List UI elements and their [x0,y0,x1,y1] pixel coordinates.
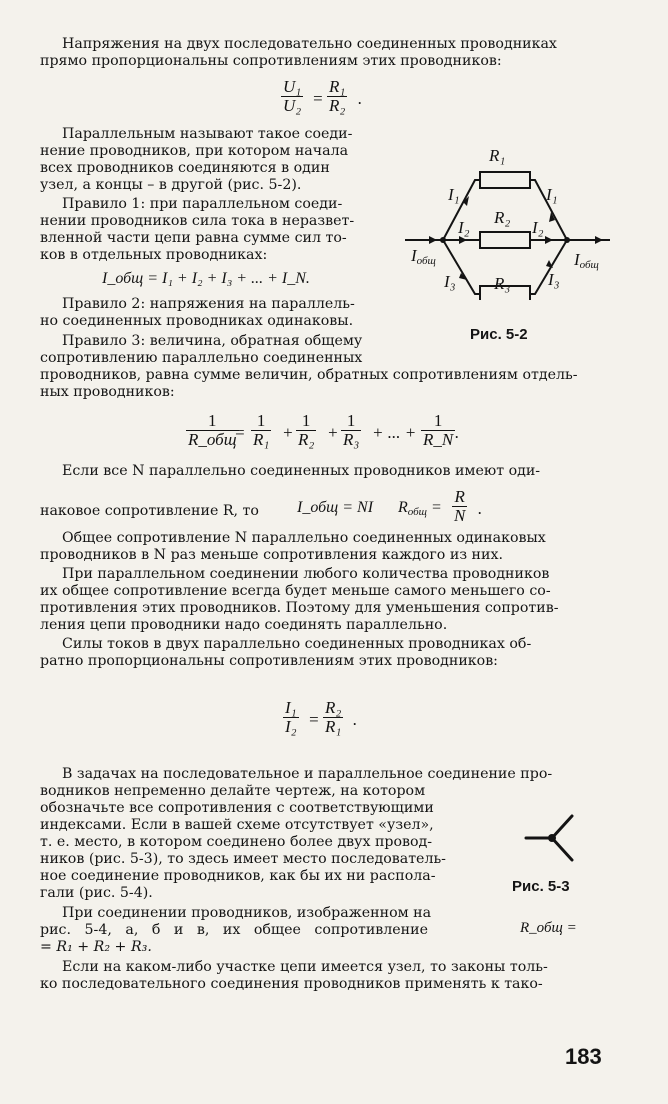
text-line: Параллельным называют такое соеди- [62,126,353,142]
text-line: ников (рис. 5-3), то здесь имеет место последователь- [40,851,446,867]
node-diagram [522,808,582,868]
formula-current-sum: I_общ = I₁ + I₂ + I₃ + ... + I_N. [102,270,310,287]
text-line: При соединении проводников, изображенном на [62,905,432,921]
figure-caption-5-2: Рис. 5-2 [470,326,528,343]
text-line: В задачах на последовательное и параллельное соединение про- [62,766,553,782]
text-line: прямо пропорциональны сопротивлениям этих проводников: [40,53,502,69]
text-line: нение проводников, при котором начала [40,143,349,159]
label-r1: R₁ [489,146,506,165]
text-line: узел, а концы – в другой (рис. 5-2). [40,177,302,193]
formula-r-over-n: $\frac{R}{N}$ [454,487,466,525]
formula-r-inverse-ratio: $\frac{\text{R₂}}{\text{R₁}}$ [325,698,342,736]
formula-u-ratio: $\frac{\text{U₁}}{\text{U₂}}$ [283,77,302,115]
text-line: но соединенных проводниках одинаковы. [40,313,354,329]
resistor-r2 [480,232,530,248]
text-line: водников непременно делайте чертеж, на котором [40,783,426,799]
text-line: всех проводников соединяются в один [40,160,330,176]
label-i3-left: I₃ [444,272,456,291]
label-i1-right: I₁ [546,185,558,204]
text-line: Правило 3: величина, обратная общему [62,333,363,349]
resistor-r1 [480,172,530,188]
text-line: Если на каком-либо участке цепи имеется узел, то законы толь- [62,959,548,975]
text-line: проводников, равна сумме величин, обратных сопротивлениям отдель- [40,367,578,383]
text-line: наковое сопротивление R, то [40,503,259,519]
text-line: Общее сопротивление N параллельно соединенных одинаковых [62,530,546,546]
text-line: Правило 1: при параллельном соеди- [62,196,343,212]
text-line: противления этих проводников. Поэтому для уменьшения сопротив- [40,600,559,616]
text-line: ных проводников: [40,384,175,400]
formula-r-ratio: $\frac{\text{R₁}}{\text{R₂}}$ [329,77,346,115]
formula-i-total: I_общ = NI [297,499,374,516]
page-number: 183 [565,1044,602,1069]
text-line: рис. 5-4, а, б и в, их общее сопротивление [40,922,428,938]
text-line: т. е. место, в котором соединено более двух провод- [40,834,433,850]
label-i3-right: I₃ [548,270,560,289]
textbook-page: Напряжения на двух последовательно соединенных проводниках прямо пропорциональны сопротивлениям этих проводников: $\frac{\text{U₁}}{\text{U₂}}$ = $\frac{\text{R₁}}{\text{R₂}}$ . Параллельным называют такое соеди- нение проводников, при котором начала всех проводников соединяются в один узел, а концы – в другой (рис. 5-2). Правило 1: при параллельном соеди- нении проводников сила тока в неразвет- вленной части цепи равна сумме сил то- ков в отдельных проводниках: I_общ = I₁ + I₂ + I₃ + ... + I_N. Правило 2: напряжения на параллель- но соединенных проводниках одинаковы. Правило 3: величина, обратная общему сопротивлению параллельно соединенных проводников, равна сумме величин, обратных сопротивлениям отдель- ных проводников: 1 R_общ = $\frac{1}{\text{R₁}}$ + $\frac{1}{\text{R₂}}$ + $\frac{1}{\text{R₃}}$ + ... + $\frac{1}{R\_N}$ . Если все N параллельно соединенных проводников имеют оди- наковое сопротивление R, то I_общ = NI Rобщ = $\frac{R}{N}$ . Общее сопротивление N параллельно соединенных одинаковых проводников в N раз меньше сопротивления каждого из них. При параллельном соединении любого количества проводников их общее сопротивление всегда будет меньше самого меньшего со- противления этих проводников. Поэтому для уменьшения сопротив- ления цепи проводники надо соединять параллельно. Силы токов в двух параллельно соединенных проводниках об- ратно пропорциональны сопротивлениям этих проводников: $\frac{\text{I₁}}{\text{I₂}}$ = $\frac{\text{R₂}}{\text{R₁}}$ . В задачах на последовательное и параллельное соединение про- водников непременно делайте чертеж, на котором обозначьте все сопротивления с соответствующими индексами. Если в вашей схеме отсутствует «узел», т. е. место, в котором соединено более двух провод- ников (рис. 5-3), то здесь имеет место последователь- ное соединение проводников, как бы их ни распола- гали (рис. 5-4). При соединении проводников, изображенном на рис. 5-4, а, б и в, их общее сопротивление R_общ = = R₁ + R₂ + R₃. Если на каком-либо участке цепи имеется узел, то законы толь- ко последовательного соединения проводников применять к тако- R₁ R₂ R₃ I₁ I₁ I₂ I₂ I₃ I₃ Iобщ Iобщ Рис. 5-2 Рис. 5-3 183 [0,0,668,1104]
text-line: Если все N параллельно соединенных проводников имеют оди- [62,463,541,479]
text-line: индексами. Если в вашей схеме отсутствует «узел», [40,817,434,833]
text-line: их общее сопротивление всегда будет меньше самого меньшего со- [40,583,551,599]
text-line: Напряжения на двух последовательно соединенных проводниках [62,36,557,52]
label-r2: R₂ [494,208,511,227]
text-line: ко последовательного соединения проводников применять к тако- [40,976,543,992]
text-line: обозначьте все сопротивления с соответствующими [40,800,434,816]
formula-i-ratio: $\frac{\text{I₁}}{\text{I₂}}$ [285,698,297,736]
text-line: = R₁ + R₂ + R₃. [40,939,152,955]
formula-inverse-total: 1 R_общ [188,411,237,449]
label-i1-left: I₁ [448,185,460,204]
text-line: нении проводников сила тока в неразвет- [40,213,355,229]
text-line: При параллельном соединении любого количества проводников [62,566,550,582]
label-i2-left: I₂ [458,218,470,237]
figure-caption-5-3: Рис. 5-3 [512,878,570,895]
text-line: сопротивлению параллельно соединенных [40,350,363,366]
label-itotal-right: Iобщ [574,250,599,271]
text-line: проводников в N раз меньше сопротивления каждого из них. [40,547,503,563]
text-line: ратно пропорциональны сопротивлениям этих проводников: [40,653,498,669]
text-line: ков в отдельных проводниках: [40,247,268,263]
text-line: ления цепи проводники надо соединять параллельно. [40,617,448,633]
text-line: гали (рис. 5-4). [40,885,153,901]
text-line: вленной части цепи равна сумме сил то- [40,230,347,246]
label-itotal-left: Iобщ [411,246,436,267]
text-line: ное соединение проводников, как бы их ни распола- [40,868,436,884]
text-line: Силы токов в двух параллельно соединенных проводниках об- [62,636,532,652]
formula-r-total: R_общ = [520,920,577,936]
label-r3: R₃ [494,274,511,293]
text-line: Правило 2: напряжения на параллель- [62,296,355,312]
label-i2-right: I₂ [532,218,544,237]
